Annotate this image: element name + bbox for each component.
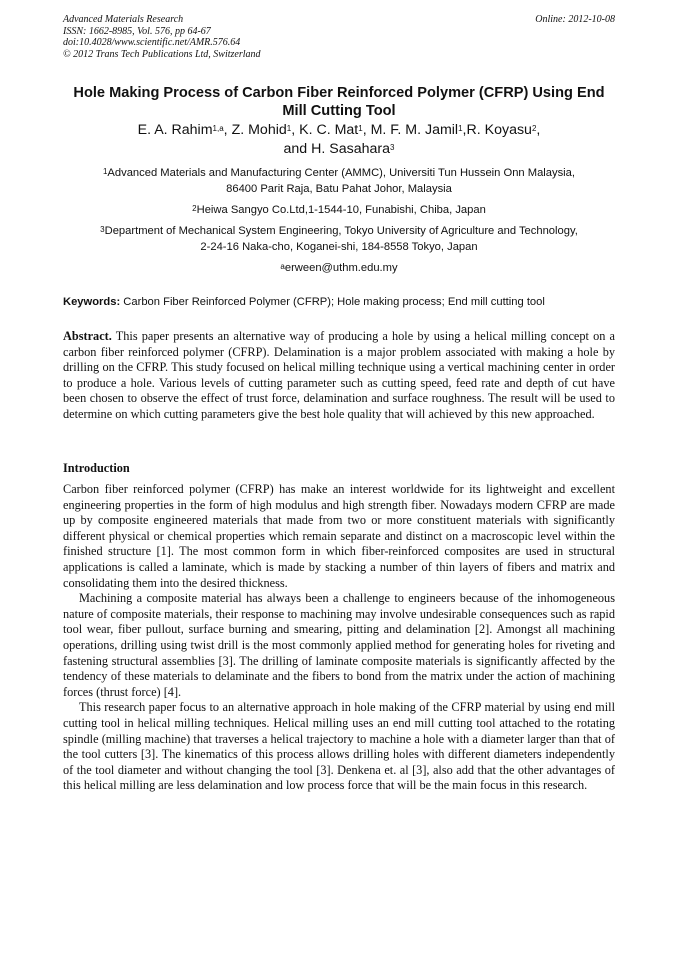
author-email: $^a$erween@uthm.edu.my <box>280 262 398 274</box>
keywords-label: Keywords: <box>63 296 121 308</box>
abstract-text: This paper presents an alternative way of producing a hole by using a helical milling concept on a carbon fiber reinforced polymer (CFRP). Delamination is a major problem associated with making a hole by drilling on the CFRP. This study focused on helical milling technique using a vertical machining center in order to produce a hole. Various levels of cutting parameter such as cutting speed, feed rate and depth of cut have been chosen to observe the effect of trust force, delamination and surface roughness. The result will be used to determine on which cutting parameters give the best hole quality that will achieved by this new approached. <box>63 329 615 421</box>
keywords-text: Carbon Fiber Reinforced Polymer (CFRP); Hole making process; End mill cutting tool <box>120 296 545 308</box>
author: and H. Sasahara$^3$ <box>283 141 395 157</box>
author: K. C. Mat$^1$, <box>299 122 371 138</box>
online-date: Online: 2012-10-08 <box>535 14 615 25</box>
affiliation-3: $^3$Department of Mechanical System Engineering, Tokyo University of Agriculture and Technology, 2-24-16 Naka-cho, Koganei-shi, 184-8558 Tokyo, Japan <box>100 225 578 253</box>
doi-line: doi:10.4028/www.scientific.net/AMR.576.64 <box>63 37 241 48</box>
abstract-label: Abstract. <box>63 329 112 343</box>
journal-header <box>63 14 615 60</box>
paper-title: Hole Making Process of Carbon Fiber Reinforced Polymer (CFRP) Using End Mill Cutting Tool <box>73 85 605 119</box>
introduction-body <box>63 482 615 794</box>
affiliation-2: $^2$Heiwa Sangyo Co.Ltd,1-1544-10, Funabishi, Chiba, Japan <box>192 204 486 216</box>
paragraph: Machining a composite material has always been a challenge to engineers because of the inhomogeneous nature of composite materials, their response to machining may involve undesirable consequences such as rapid tool wear, fiber pullout, surface burning and smearing, pitting and delamination [2]. Amongst all machining operations, drilling using twist drill is the most commonly applied method for generating holes for riveting and fastening structural assemblies [3]. The drilling of laminate composite materials is significantly affected by the tendency of these materials to delaminate and the fibers to bond from the matrix under the action of machining forces (thrust force) [4]. <box>63 591 615 699</box>
keywords <box>63 295 623 310</box>
journal-name: Advanced Materials Research <box>63 14 184 25</box>
section-heading-introduction: Introduction <box>63 461 130 475</box>
author: M. F. M. Jamil$^1$, <box>370 122 467 138</box>
paragraph: Carbon fiber reinforced polymer (CFRP) has make an interest worldwide for its lightweight and excellent engineering properties in the form of high modulus and high strength fiber. Nowadays modern CFRP are made up by composite engineered materials that made from two or more constituent materials with significantly different physical or chemical properties which remain separate and distinct on a macroscopic level within the finished structure [1]. The most common form in which fiber-reinforced composites are used in structural applications is called a laminate, which is made by stacking a number of thin layers of fibers and matrix and consolidating them into the desired thickness. <box>63 482 615 590</box>
affiliation-1: $^1$Advanced Materials and Manufacturing Center (AMMC), Universiti Tun Hussein Onn Malaysia, 86400 Parit Raja, Batu Pahat Johor, Malaysia <box>102 167 576 195</box>
abstract <box>63 329 615 423</box>
author: E. A. Rahim$^{1,a}$, <box>137 122 232 138</box>
author-list <box>60 121 618 159</box>
paragraph: This research paper focus to an alternative approach in hole making of the CFRP material by using end mill cutting tool in helical milling techniques. Helical milling uses an end mill cutting tool attached to the rotating spindle (milling machine) that traverses a helical trajectory to machine a hole with a diameter larger than that of the tool cutters [3]. The kinematics of this process allows drilling holes with different diameters independently of the tool diameter and without changing the tool [3]. Denkena et. al [3], also add that the other advantages of this helical milling are less delamination and low process force that will be the main focus in this research. <box>63 700 615 793</box>
author: R. Koyasu$^2$, <box>466 122 541 138</box>
copyright-line: © 2012 Trans Tech Publications Ltd, Switzerland <box>63 48 261 60</box>
author: Z. Mohid$^1$, <box>231 122 300 138</box>
issn-line: ISSN: 1662-8985, Vol. 576, pp 64-67 <box>63 25 211 37</box>
